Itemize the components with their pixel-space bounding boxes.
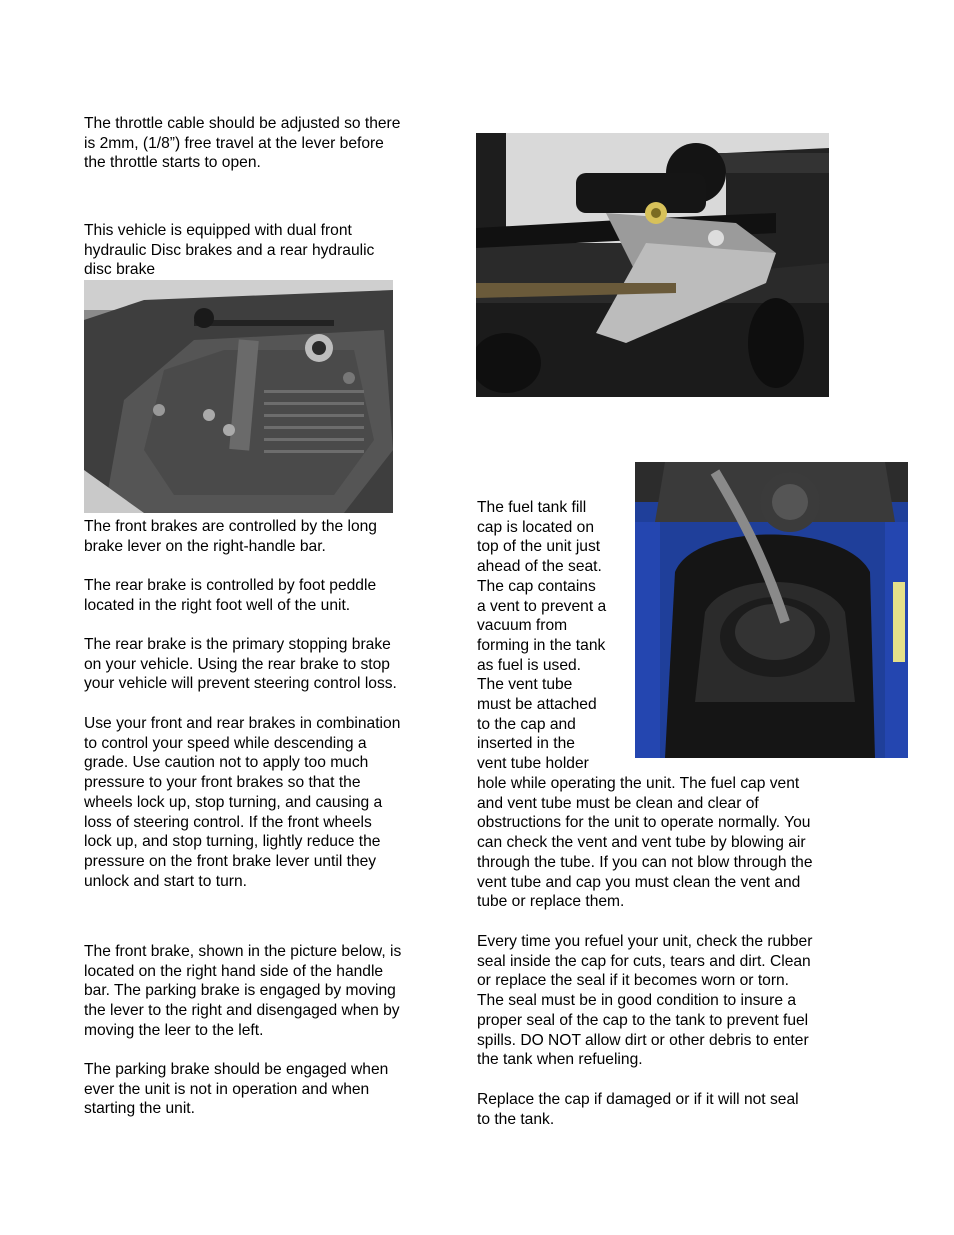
rear-brake-control-text: The rear brake is controlled by foot peddle located in the right foot well of the unit. (84, 577, 377, 614)
refuel-seal-check-text: Every time you refuel your unit, check the rubber seal inside the cap for cuts, tears and dirt. Clean or replace the seal if it becomes worn or torn. The seal must be in good condition to insure a proper seal of the cap to the tank to prevent fuel spills. DO NOT allow dirt or other debris to enter the tank when refueling. (477, 933, 813, 1069)
replace-cap-text: Replace the cap if damaged or if it will not seal to the tank. (477, 1091, 799, 1128)
front-brake-control-text: The front brakes are controlled by the long brake lever on the right-handle bar. (84, 518, 377, 555)
brakes-intro-text: This vehicle is equipped with dual front hydraulic Disc brakes and a rear hydraulic disc brake (84, 222, 375, 279)
fuel-cap-location-text: The fuel tank fill cap is located on top of the unit just ahead of the seat. The cap contains a vent to prevent a vacuum from forming in the tank as fuel is used. The vent tube must be attached to the cap and inserted in the vent tube holder (477, 499, 607, 773)
throttle-adjustment-text: The throttle cable should be adjusted so there is 2mm, (1/8”) free travel at the lever before the throttle starts to open. (84, 115, 401, 172)
rear-brake-primary-text: The rear brake is the primary stopping brake on your vehicle. Using the rear brake to stop your vehicle will prevent steering control loss. (84, 636, 397, 693)
parking-brake-location-text: The front brake, shown in the picture below, is located on the right hand side of the handle bar. The parking brake is engaged by moving the lever to the right and disengaged when by moving the leer to the left. (84, 943, 402, 1039)
rear-brake-pedal-photo (84, 280, 393, 513)
fuel-cap-vent-text: hole while operating the unit. The fuel cap vent and vent tube must be clean and clear of obstructions for the unit to operate normally. You can check the vent and vent tube by blowing air through the tube. If you can not blow through the vent tube and cap you must clean the vent and tube or replace them. (477, 775, 813, 911)
fuel-tank-cap-photo (635, 462, 908, 758)
combined-brakes-text: Use your front and rear brakes in combination to control your speed while descending a grade. Use caution not to apply too much pressure to your front brakes so that the wheels lock up, stop turning, and causing a loss of steering control. If the front wheels lock up, and stop turning, lightly reduce the pressure on the front brake lever until they unlock and start to turn. (84, 715, 401, 890)
parking-brake-usage-text: The parking brake should be engaged when ever the unit is not in operation and when starting the unit. (84, 1061, 389, 1118)
front-brake-lever-photo (476, 133, 829, 397)
